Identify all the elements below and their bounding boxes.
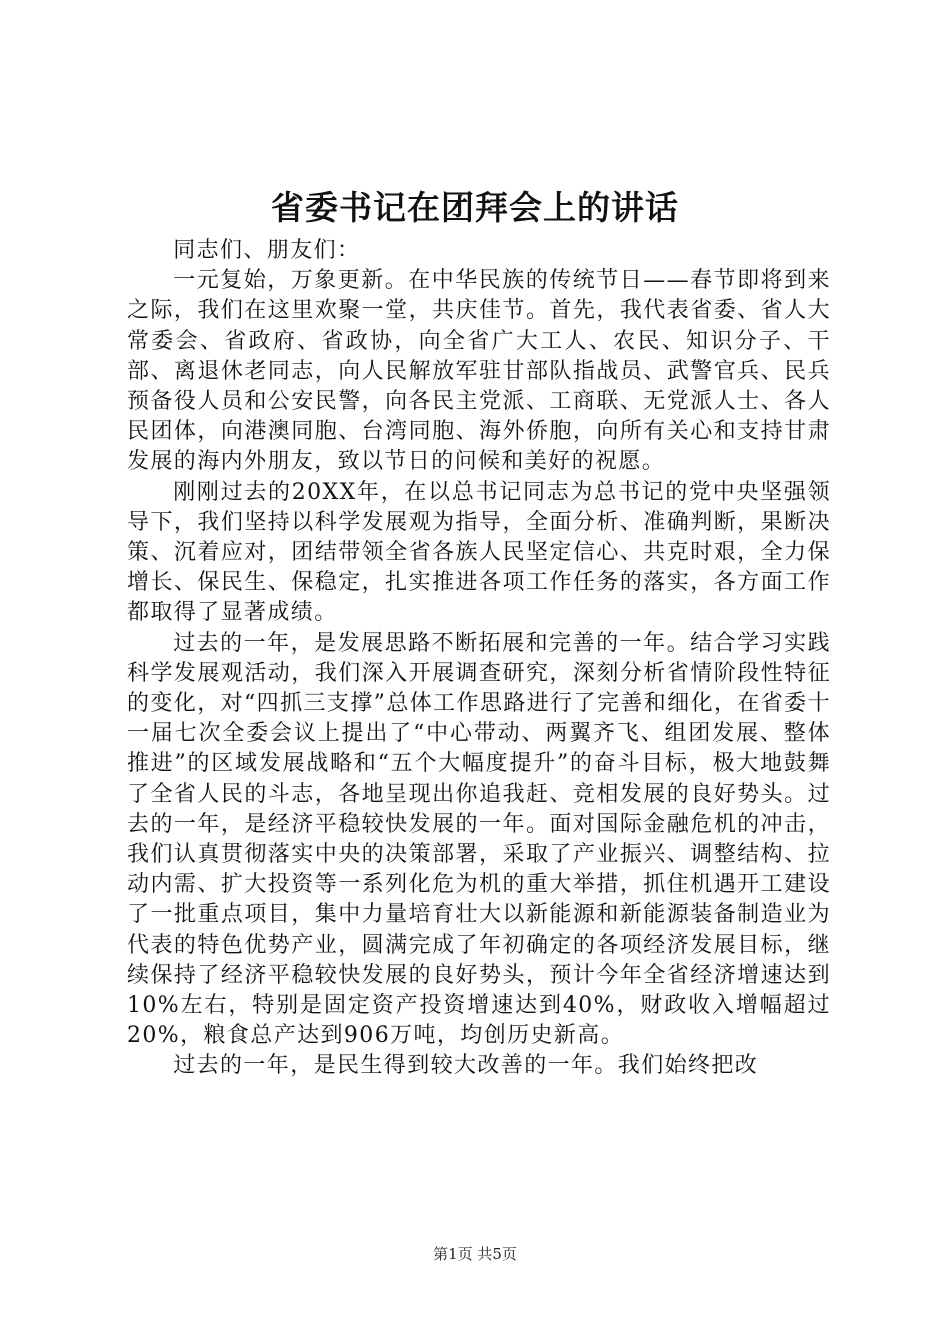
salutation: 同志们、朋友们： (173, 238, 361, 263)
paragraph-2: 刚刚过去的20XX年，在以总书记同志为总书记的党中央坚强领导下，我们坚持以科学发展观为指导，全面分析、准确判断，果断决策、沉着应对，团结带领全省各族人民坚定信心、共克时艰，全力保增长、保民生、保稳定，扎实推进各项工作任务的落实，各方面工作都取得了显著成绩。 (127, 479, 831, 626)
document-body (127, 236, 831, 1082)
document-title: 省委书记在团拜会上的讲话 (271, 188, 679, 227)
page-footer: 第1页 共5页 (433, 1245, 517, 1263)
paragraph-4: 过去的一年，是民生得到较大改善的一年。我们始终把改 (173, 1053, 759, 1079)
paragraph-1: 一元复始，万象更新。在中华民族的传统节日——春节即将到来之际，我们在这里欢聚一堂，共庆佳节。首先，我代表省委、省人大常委会、省政府、省政协，向全省广大工人、农民、知识分子、干部、离退休老同志，向人民解放军驻甘部队指战员、武警官兵、民兵预备役人员和公安民警，向各民主党派、工商联、无党派人士、各人民团体，向港澳同胞、台湾同胞、海外侨胞，向所有关心和支持甘肃发展的海内外朋友，致以节日的问候和美好的祝愿。 (127, 268, 831, 475)
paragraph-3: 过去的一年，是发展思路不断拓展和完善的一年。结合学习实践科学发展观活动，我们深入开展调查研究，深刻分析省情阶段性特征的变化，对“四抓三支撑”总体工作思路进行了完善和细化，在省委十一届七次全委会议上提出了“中心带动、两翼齐飞、组团发展、整体推进”的区域发展战略和“五个大幅度提升”的奋斗目标，极大地鼓舞了全省人民的斗志，各地呈现出你追我赶、竞相发展的良好势头。过去的一年，是经济平稳较快发展的一年。面对国际金融危机的冲击，我们认真贯彻落实中央的决策部署，采取了产业振兴、调整结构、拉动内需、扩大投资等一系列化危为机的重大举措，抓住机遇开工建设了一批重点项目，集中力量培育壮大以新能源和新能源装备制造业为代表的特色优势产业，圆满完成了年初确定的各项经济发展目标，继续保持了经济平稳较快发展的良好势头，预计今年全省经济增速达到10%左右，特别是固定资产投资增速达到40%，财政收入增幅超过20%，粮食总产达到906万吨，均创历史新高。 (127, 630, 831, 1049)
